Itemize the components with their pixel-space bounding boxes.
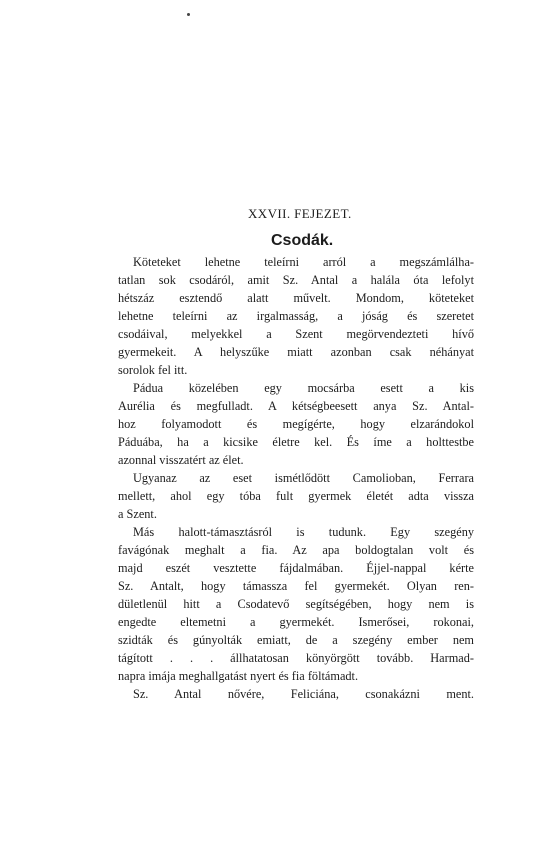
- text-line: tatlan sok csodáról, amit Sz. Antal a halála óta lefolyt: [118, 273, 474, 287]
- text-line: csodáival, melyekkel a Szent megörvendezteti hívő: [118, 327, 474, 341]
- text-line: mellett, ahol egy tóba fult gyermek életét adta vissza: [118, 489, 474, 503]
- text-line: Köteteket lehetne teleírni arról a megszámlálha-: [133, 255, 474, 269]
- text-line: hétszáz esztendő alatt művelt. Mondom, köteteket: [118, 291, 474, 305]
- text-line: azonnal visszatért az élet.: [118, 453, 244, 467]
- chapter-heading: XXVII. FEJEZET.: [248, 206, 352, 221]
- text-line: Más halott-támasztásról is tudunk. Egy szegény: [133, 525, 474, 539]
- text-line: Aurélia és megfulladt. A kétségbeesett anya Sz. Antal-: [118, 399, 474, 413]
- ink-speck: [187, 13, 190, 16]
- text-line: favágónak meghalt a fia. Az apa boldogtalan volt és: [118, 543, 474, 557]
- text-line: gyermekeit. A helyszűke miatt azonban csak néhányat: [118, 345, 474, 359]
- text-line: a Szent.: [118, 507, 157, 521]
- text-line: dületlenül hitt a Csodatevő segítségében, hogy nem is: [118, 597, 474, 611]
- text-line: engedte eltemetni a gyermekét. Ismerősei, rokonai,: [118, 615, 474, 629]
- text-line: hoz folyamodott és megígérte, hogy elzarándokol: [118, 417, 474, 431]
- text-line: szidták és gúnyolták emiatt, de a szegény ember nem: [118, 633, 474, 647]
- text-line: Páduába, ha a kicsike életre kel. És íme a holttestbe: [118, 435, 474, 449]
- text-line: majd eszét vesztette fájdalmában. Éjjel-nappal kérte: [118, 561, 474, 575]
- chapter-title: Csodák.: [271, 232, 334, 249]
- text-line: Pádua közelében egy mocsárba esett a kis: [133, 381, 474, 395]
- text-line: napra imája meghallgatást nyert és fia föltámadt.: [118, 669, 359, 683]
- text-line: Ugyanaz az eset ismétlődött Camolioban, Ferrara: [133, 471, 474, 485]
- text-line: tágított . . . állhatatosan könyörgött tovább. Harmad-: [118, 651, 474, 665]
- text-line: Sz. Antalt, hogy támassza fel gyermekét. Olyan ren-: [118, 579, 474, 593]
- text-line: Sz. Antal nővére, Feliciána, csonakázni ment.: [133, 687, 474, 701]
- text-line: sorolok fel itt.: [118, 363, 188, 377]
- text-line: lehetne teleírni az irgalmasság, a jóság és szeretet: [118, 309, 474, 323]
